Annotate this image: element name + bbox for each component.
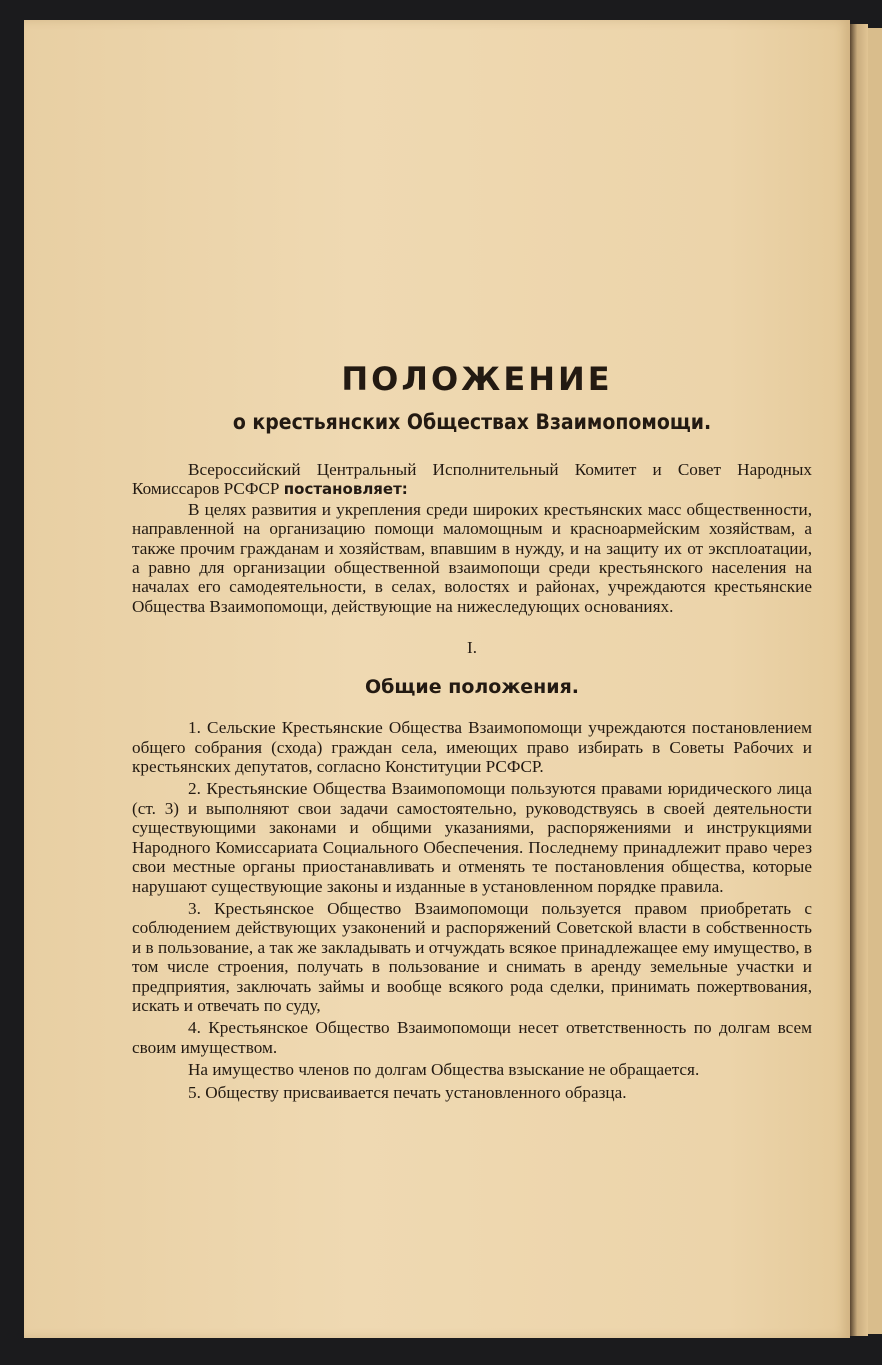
- next-page-strip: [868, 28, 882, 1334]
- section-number: I.: [467, 638, 477, 658]
- article-4: 4. Крестьянское Общество Взаимопомощи несет ответственность по долгам всем своим имуществом.: [132, 1018, 812, 1057]
- article-1: 1. Сельские Крестьянские Общества Взаимопомощи учреждаются постановлением общего собрания (схода) граждан села, имеющих право избирать в Советы Рабочих и крестьянских депутатов, согласно Конституции РСФСР.: [132, 718, 812, 777]
- section-title: Общие положения.: [364, 676, 580, 699]
- preamble-emphasis: постановляет:: [283, 480, 408, 499]
- intro-paragraph: В целях развития и укрепления среди широких крестьянских масс общественности, направленной на организацию помощи маломощным и красноармейским хозяйствам, а также прочим гражданам и хозяйствам, впавшим в нужду, и на защиту их от эксплоатации, а равно для организации общественной взаимопощи среди крестьянского населения на началах его самодеятельности, в селах, волостях и районах, учреждаются крестьянские Общества Взаимопомощи, действующие на нижеследующих основаниях.: [132, 499, 812, 616]
- article-5: 5. Обществу присваивается печать установленного образца.: [188, 1082, 627, 1102]
- preamble-text: Всероссийский Центральный Исполнительный Комитет и Совет Народных Комиссаров РСФСР: [132, 460, 812, 499]
- article-4-note: На имущество членов по долгам Общества взыскание не обращается.: [188, 1060, 700, 1080]
- page-edge: [850, 24, 868, 1336]
- article-2: 2. Крестьянские Общества Взаимопомощи пользуются правами юридического лица (ст. 3) и выполняют свои задачи самостоятельно, руководствуясь в своей деятельности существующими законами и общими указаниями, распоряжениями и инструкциями Народного Комиссариата Социального Обеспечения. Последнему принадлежит право через свои местные органы приостанавливать и отменять те постановления общества, которые нарушают существующие законы и изданные в установленном порядке правила.: [132, 779, 812, 896]
- article-3: 3. Крестьянское Общество Взаимопомощи пользуется правом приобретать с соблюдением действующих узаконений и распоряжений Советской власти в собственность и в пользование, а так же закладывать и отчуждать всякое принадлежащее ему имущество, в том числе строения, получать в пользование и снимать в аренду земельные участки и предприятия, заключать займы и вообще всякого рода сделки, принимать пожертвования, искать и отвечать по суду,: [132, 898, 812, 1015]
- document-title: ПОЛОЖЕНИЕ: [341, 360, 613, 398]
- preamble: [132, 460, 812, 500]
- document-body: [132, 360, 812, 1105]
- document-subtitle: о крестьянских Обществах Взаимопомощи.: [232, 410, 712, 434]
